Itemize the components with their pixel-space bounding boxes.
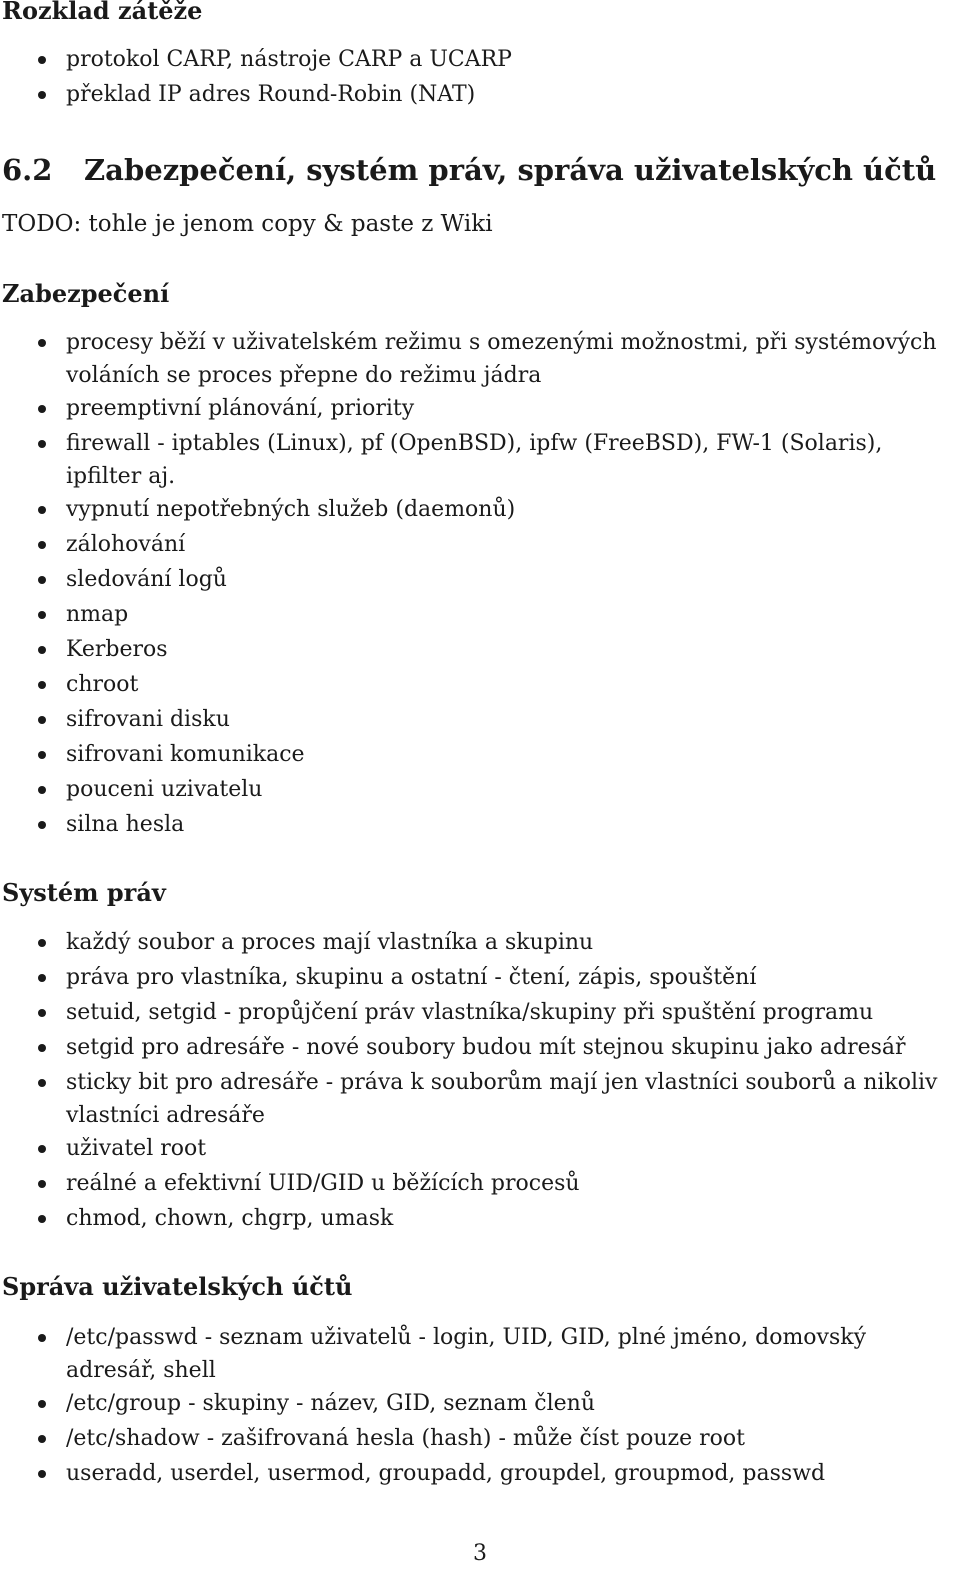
list-item [0,1422,955,1457]
list-item [0,926,955,961]
list-item-text: /etc/passwd - seznam uživatelů - login, UID, GID, plné jméno, domovský adresář, shell [66,1325,867,1383]
list-item [0,633,955,668]
list-item [0,1066,955,1132]
heading-system-prav: Systém práv [2,878,166,907]
list-item [0,996,955,1031]
list-item-text: vypnutí nepotřebných služeb (daemonů) [66,497,516,522]
bullet-icon [38,405,46,413]
bullet-icon [38,1044,46,1052]
list-item-text: zálohování [66,532,186,557]
bullet-icon [38,1215,46,1223]
bullet-icon [38,939,46,947]
list-item [0,1202,955,1237]
list-item-text: uživatel root [66,1136,207,1161]
list-item-text: chmod, chown, chgrp, umask [66,1206,394,1231]
list-item-text: nmap [66,602,129,627]
list-item [0,961,955,996]
list-item-text: pouceni uzivatelu [66,777,263,802]
heading-rozklad-zateze: Rozklad zátěže [2,0,203,25]
list-item [0,1167,955,1202]
chapter-heading [2,153,936,187]
list-item-text: překlad IP adres Round-Robin (NAT) [66,82,476,107]
bullet-icon [38,339,46,347]
list-item [0,528,955,563]
heading-sprava-uctu: Správa uživatelských účtů [2,1272,353,1301]
chapter-title: Zabezpečení, systém práv, správa uživatelských účtů [84,153,937,187]
bullet-icon [38,974,46,982]
list-item-text: chroot [66,672,139,697]
list-item [0,78,955,113]
list-item [0,427,955,493]
list-item [0,1387,955,1422]
list-item-text: sifrovani disku [66,707,230,732]
list-item [0,563,955,598]
bullet-icon [38,506,46,514]
bullet-icon [38,440,46,448]
bullet-icon [38,1180,46,1188]
list-item [0,493,955,528]
list-item-text: silna hesla [66,812,185,837]
list-item-text: sticky bit pro adresáře - práva k souborům mají jen vlastníci souborů a nikoliv vlastníci adresáře [66,1070,938,1128]
list-zabezpeceni [0,326,955,843]
list-item-text: Kerberos [66,637,168,662]
list-item [0,43,955,78]
list-item-text: /etc/shadow - zašifrovaná hesla (hash) - může číst pouze root [66,1426,745,1451]
page-number: 3 [473,1541,487,1566]
list-item-text: procesy běží v uživatelském režimu s omezenými možnostmi, při systémových voláních se proces přepne do režimu jádra [66,330,937,388]
list-item-text: setuid, setgid - propůjčení práv vlastníka/skupiny při spuštění programu [66,1000,874,1025]
list-item [0,773,955,808]
bullet-icon [38,1145,46,1153]
list-item-text: sledování logů [66,567,227,592]
bullet-icon [38,1079,46,1087]
todo-note: TODO: tohle je jenom copy & paste z Wiki [2,211,493,237]
bullet-icon [38,716,46,724]
list-item [0,1132,955,1167]
bullet-icon [38,1009,46,1017]
list-item [0,738,955,773]
list-item-text: firewall - iptables (Linux), pf (OpenBSD), ipfw (FreeBSD), FW-1 (Solaris), ipfilter aj. [66,431,883,489]
list-item-text: protokol CARP, nástroje CARP a UCARP [66,47,512,72]
list-item-text: /etc/group - skupiny - název, GID, seznam členů [66,1391,596,1416]
bullet-icon [38,611,46,619]
heading-zabezpeceni: Zabezpečení [2,279,170,308]
bullet-icon [38,1334,46,1342]
list-item [0,326,955,392]
bullet-icon [38,821,46,829]
list-rozklad-zateze [0,43,955,113]
bullet-icon [38,751,46,759]
list-item [0,392,955,427]
list-item-text: reálné a efektivní UID/GID u běžících procesů [66,1171,580,1196]
bullet-icon [38,1470,46,1478]
list-item [0,808,955,843]
list-item-text: preemptivní plánování, priority [66,396,415,421]
bullet-icon [38,541,46,549]
bullet-icon [38,576,46,584]
list-item-text: useradd, userdel, usermod, groupadd, groupdel, groupmod, passwd [66,1461,826,1486]
list-item [0,1031,955,1066]
bullet-icon [38,91,46,99]
bullet-icon [38,646,46,654]
bullet-icon [38,1435,46,1443]
list-item-text: každý soubor a proces mají vlastníka a skupinu [66,930,594,955]
list-item [0,1321,955,1387]
list-item-text: setgid pro adresáře - nové soubory budou mít stejnou skupinu jako adresář [66,1035,906,1060]
bullet-icon [38,786,46,794]
chapter-number: 6.2 [2,153,53,187]
list-item-text: práva pro vlastníka, skupinu a ostatní - čtení, zápis, spouštění [66,965,757,990]
list-item [0,1457,955,1492]
list-system-prav [0,926,955,1237]
bullet-icon [38,1400,46,1408]
bullet-icon [38,56,46,64]
list-sprava-uctu [0,1321,955,1492]
bullet-icon [38,681,46,689]
list-item [0,598,955,633]
list-item [0,668,955,703]
list-item-text: sifrovani komunikace [66,742,305,767]
list-item [0,703,955,738]
